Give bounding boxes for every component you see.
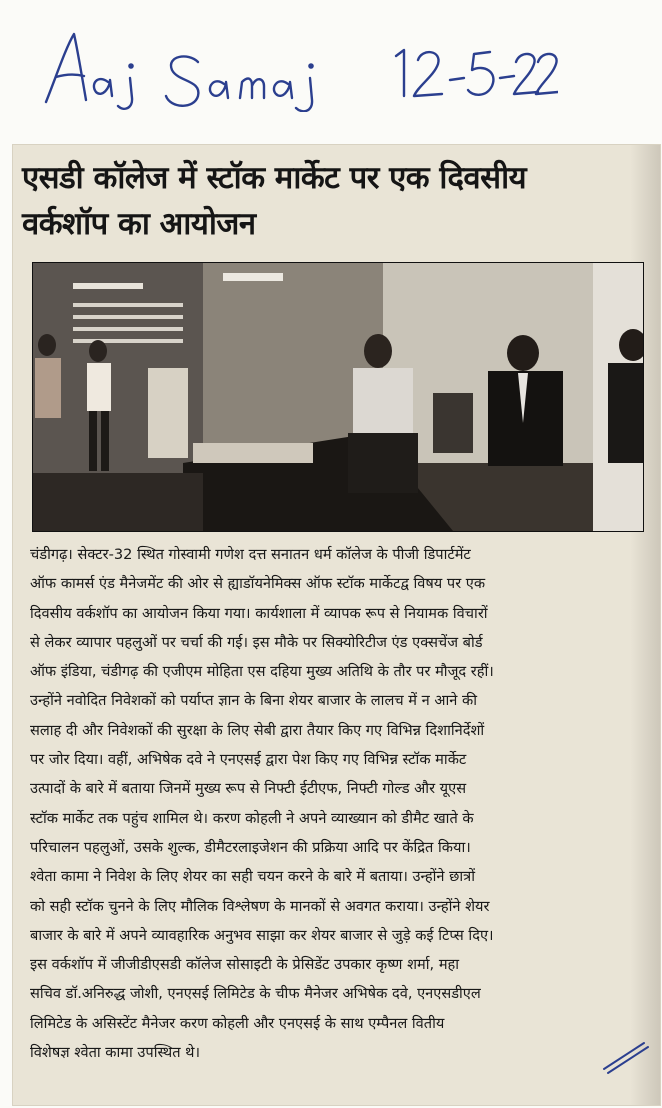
body-line: उत्पादों के बारे में बताया जिनमें मुख्य रूप से निफ्टी ईटीएफ, निफ्टी गोल्ड और यूएस: [30, 780, 467, 798]
headline-line-2: वर्कशॉप का आयोजन: [22, 206, 256, 242]
body-line: इस वर्कशॉप में जीजीडीएसडी कॉलेज सोसाइटी के प्रेसिडेंट उपकार कृष्ण शर्मा, महा: [30, 956, 460, 974]
body-line: सलाह दी और निवेशकों की सुरक्षा के लिए सेबी द्वारा तैयार किए गए विभिन्न दिशानिर्देशों: [30, 721, 485, 739]
photo-scene: [33, 263, 643, 531]
article-body: [30, 540, 642, 1067]
workshop-photo: [32, 262, 644, 532]
pen-mark: [600, 1035, 650, 1075]
body-line: को सही स्टॉक चुनने के लिए मौलिक विश्लेषण के मानकों से अवगत कराया। उन्होंने शेयर: [30, 897, 490, 915]
body-line: से लेकर व्यापार पहलुओं पर चर्चा की गई। इस मौके पर सिक्योरिटीज एंड एक्सचेंज बोर्ड: [30, 633, 483, 651]
body-line: दिवसीय वर्कशॉप का आयोजन किया गया। कार्यशाला में व्यापक रूप से नियामक विचारों: [30, 604, 488, 622]
body-line: श्वेता कामा ने निवेश के लिए शेयर का सही चयन करने के बारे में बताया। उन्होंने छात्रों: [30, 868, 476, 886]
body-line: पर जोर दिया। वहीं, अभिषेक दवे ने एनएसई द्वारा पेश किए गए विभिन्न स्टॉक मार्केट: [30, 751, 467, 769]
body-line: विशेषज्ञ श्वेता कामा उपस्थित थे।: [30, 1044, 201, 1062]
body-line: सचिव डॉ.अनिरुद्ध जोशी, एनएसई लिमिटेड के चीफ मैनेजर अभिषेक दवे, एनएसडीएल: [30, 985, 481, 1003]
headline: [22, 155, 632, 247]
body-line: चंडीगढ़। सेक्टर-32 स्थित गोस्वामी गणेश दत्त सनातन धर्म कॉलेज के पीजी डिपार्टमेंट: [30, 546, 471, 563]
body-line: स्टॉक मार्केट तक पहुंच शामिल थे। करण कोहली ने अपने व्याख्यान को डीमैट खाते के: [30, 809, 474, 827]
body-line: ऑफ इंडिया, चंडीगढ़ की एजीएम मोहिता एस दहिया मुख्य अतिथि के तौर पर मौजूद रहीं।: [30, 663, 494, 681]
headline-line-1: एसडी कॉलेज में स्टॉक मार्केट पर एक दिवसीय: [22, 160, 527, 196]
body-line: ऑफ कामर्स एंड मैनेजमेंट की ओर से ह्याडॉयनेमिक्स ऑफ स्टॉक मार्केटद्व विषय पर एक: [30, 575, 486, 593]
handwritten-note: [38, 22, 558, 112]
body-line: लिमिटेड के असिस्टेंट मैनेजर करण कोहली और एनएसई के साथ एम्पैनल वितीय: [30, 1014, 445, 1032]
body-line: परिचालन पहलुओं, उसके शुल्क, डीमैटरलाइजेशन की प्रक्रिया आदि पर केंद्रित किया।: [30, 838, 471, 856]
body-line: बाजार के बारे में अपने व्यावहारिक अनुभव साझा कर शेयर बाजार से जुड़े कई टिप्स दिए।: [30, 926, 494, 944]
body-line: उन्होंने नवोदित निवेशकों को पर्याप्त ज्ञान के बिना शेयर बाजार के लालच में न आने की: [30, 692, 478, 710]
